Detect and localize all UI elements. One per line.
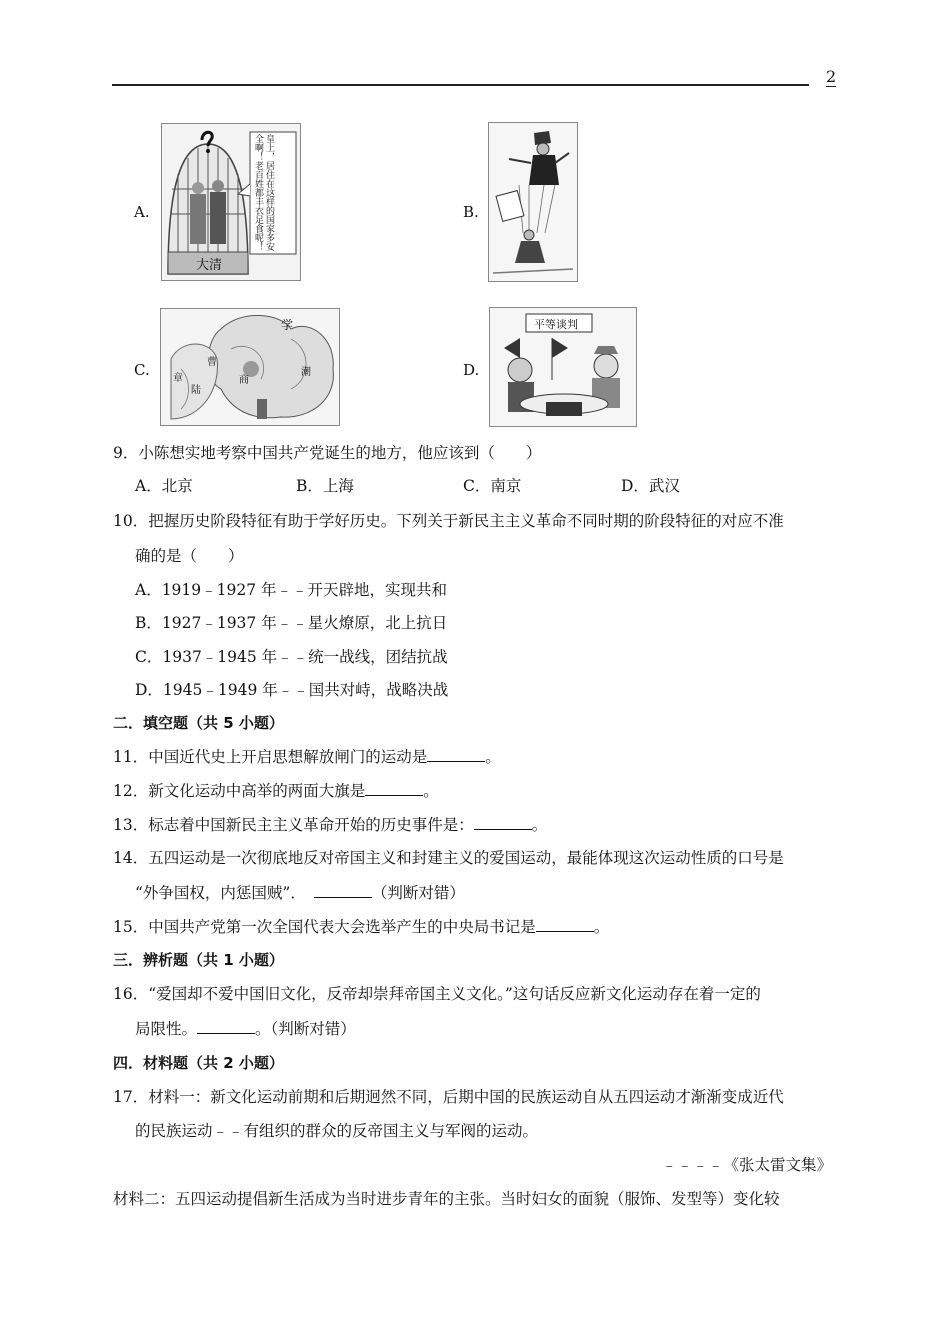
q11-answer-blank[interactable] [427, 747, 485, 762]
option-c-cartoon [160, 308, 340, 426]
q11-end: 。 [485, 748, 501, 766]
q15-text: 15．中国共产党第一次全国代表大会选举产生的中央局书记是 [113, 918, 536, 936]
question-15 [113, 917, 609, 937]
question-10-stem-line1: 10．把握历史阶段特征有助于学好历史。下列关于新民主主义革命不同时期的阶段特征的对应不准 [113, 512, 784, 530]
question-17-line2: 的民族运动﹣﹣有组织的群众的反帝国主义与军阀的运动。 [135, 1122, 539, 1140]
q10-option-b[interactable]: B．1927﹣1937 年﹣﹣星火燎原，北上抗日 [135, 614, 448, 632]
q13-text: 13．标志着中国新民主主义革命开始的历史事件是： [113, 816, 474, 834]
q9-option-b[interactable]: B．上海 [296, 477, 354, 495]
option-c-letter: C. [134, 361, 150, 379]
tag-3: 陆 [191, 385, 201, 396]
q15-end: 。 [593, 918, 610, 936]
material-1-source: ﹣﹣﹣﹣《张太雷文集》 [661, 1156, 832, 1174]
q13-end: 。 [531, 816, 548, 834]
question-13 [113, 815, 547, 835]
q9-option-c[interactable]: C．南京 [463, 477, 522, 495]
question-10-stem-line2: 确的是（ ） [135, 547, 244, 565]
cage-label: 大清 [196, 258, 223, 273]
question-11 [113, 747, 501, 767]
speech-bubble-text: 皇上，居住在这样的国家多安全啊！老百姓都丰衣足食呢！ [253, 134, 274, 251]
q10-option-a[interactable]: A．1919﹣1927 年﹣﹣开天辟地，实现共和 [135, 581, 448, 599]
q13-answer-blank[interactable] [474, 815, 532, 830]
header-rule [112, 84, 809, 86]
question-9-stem: 9．小陈想实地考察中国共产党诞生的地方，他应该到（ ） [113, 444, 542, 462]
q14-judge-note: （判断对错） [371, 884, 465, 902]
q14-answer-blank[interactable] [314, 883, 372, 898]
option-d-cartoon [489, 307, 637, 427]
tag-2: 章 [173, 373, 183, 384]
question-17-line1: 17．材料一：新文化运动前期和后期迥然不同，后期中国的民族运动自从五四运动才渐渐变成近代 [113, 1088, 784, 1106]
q12-end: 。 [423, 782, 439, 800]
q9-option-d[interactable]: D．武汉 [621, 477, 680, 495]
q10-option-d[interactable]: D．1945﹣1949 年﹣﹣国共对峙，战略决战 [135, 681, 449, 699]
option-a-letter: A. [134, 203, 150, 221]
question-16-line1: 16．“爱国却不爱中国旧文化，反帝却崇拜帝国主义文化。”这句话反应新文化运动存在着一定的 [113, 985, 761, 1003]
option-b-letter: B. [463, 203, 479, 221]
q16-judge-note: 。（判断对错） [255, 1020, 356, 1038]
question-14-line2 [135, 883, 465, 903]
section-2-heading: 二．填空题（共 5 小题） [113, 714, 284, 732]
banner-text: 平等谈判 [534, 318, 578, 331]
option-b-cartoon [488, 122, 578, 282]
material-2-line: 材料二：五四运动提倡新生活成为当时进步青年的主张。当时妇女的面貌（服饰、发型等）变化较 [113, 1190, 780, 1208]
q16-text: 局限性。 [135, 1020, 198, 1038]
option-a-cartoon [161, 123, 301, 281]
section-3-heading: 三．辨析题（共 1 小题） [113, 951, 284, 969]
tag-4: 曹 [207, 357, 217, 368]
question-12 [113, 781, 439, 801]
tag-5: 潮 [301, 367, 311, 378]
question-14-line1: 14．五四运动是一次彻底地反对帝国主义和封建主义的爱国运动，最能体现这次运动性质的口号是 [113, 849, 784, 867]
q10-option-c[interactable]: C．1937﹣1945 年﹣﹣统一战线，团结抗战 [135, 648, 448, 666]
q12-answer-blank[interactable] [365, 781, 423, 796]
question-16-line2 [135, 1019, 356, 1039]
tag-0: 学 [281, 318, 294, 332]
option-d-letter: D. [463, 361, 480, 379]
q16-answer-blank[interactable] [197, 1019, 255, 1034]
q11-text: 11．中国近代史上开启思想解放闸门的运动是 [113, 748, 428, 766]
q15-answer-blank[interactable] [536, 917, 594, 932]
q9-option-a[interactable]: A．北京 [135, 477, 193, 495]
tag-1: 商 [239, 375, 249, 386]
page-number: 2 [826, 67, 837, 86]
q14-slogan: “外争国权，内惩国贼”． [135, 884, 306, 902]
section-4-heading: 四．材料题（共 2 小题） [113, 1054, 284, 1072]
question-9-options [135, 476, 680, 496]
q12-text: 12．新文化运动中高举的两面大旗是 [113, 782, 366, 800]
